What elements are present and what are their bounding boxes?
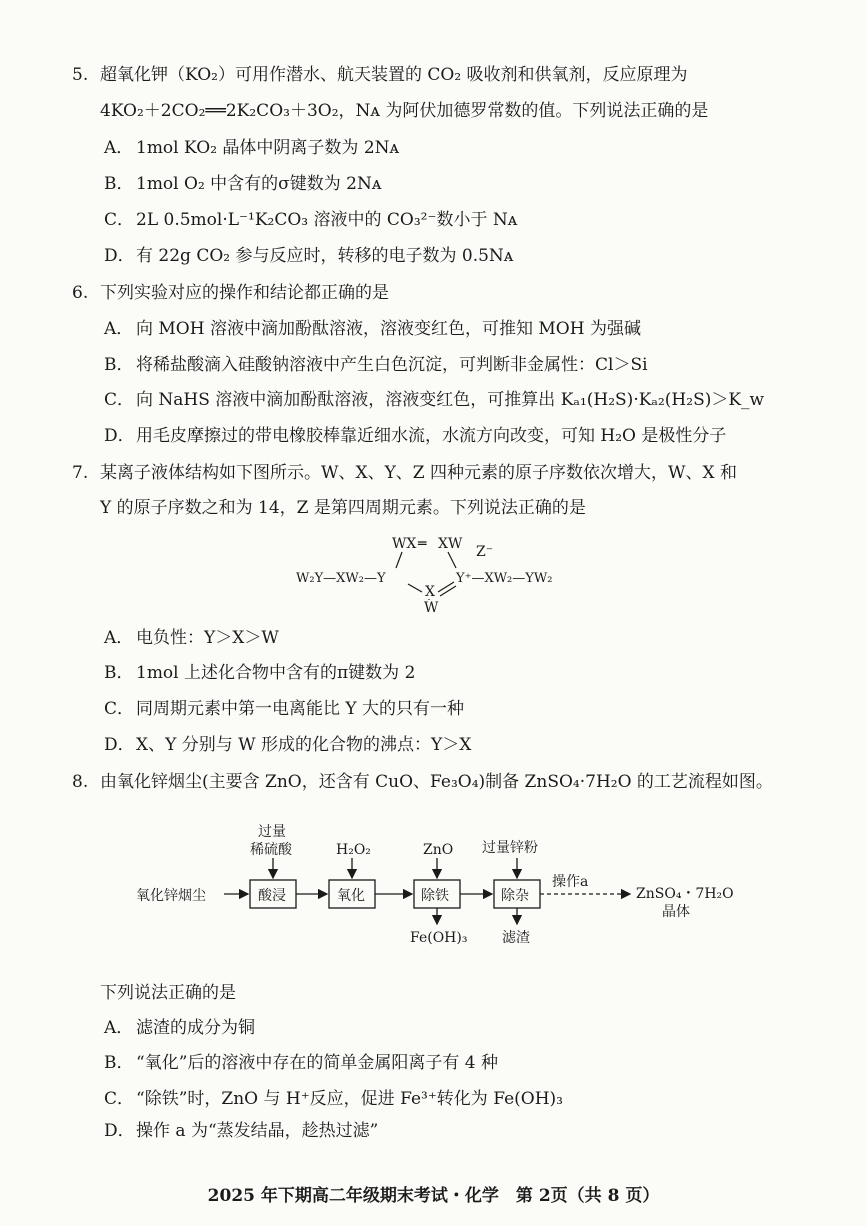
struct-left-chain: W₂Y—XW₂—Y [296, 571, 386, 586]
option-text: 1mol 上述化合物中含有的π键数为 2 [136, 663, 416, 683]
option-text: 向 MOH 溶液中滴加酚酞溶液，溶液变红色，可推知 MOH 为强碱 [136, 319, 641, 339]
struct-center-x: X [425, 584, 435, 600]
q8-stem-line2: 下列说法正确的是 [100, 983, 236, 1003]
q8-stem1-text: 由氧化锌烟尘(主要含 ZnO，还含有 CuO、Fe₃O₄)制备 ZnSO₄·7H₂O 的工艺流程如图。 [100, 772, 773, 792]
option-text: 2L 0.5mol·L⁻¹K₂CO₃ 溶液中的 CO₃²⁻数小于 Nᴀ [136, 210, 518, 230]
option-label: B． [104, 1053, 134, 1073]
option-text: 将稀盐酸滴入硅酸钠溶液中产生白色沉淀，可判断非金属性：Cl＞Si [136, 355, 648, 375]
option-label: B． [104, 663, 134, 683]
struct-center-w: W [424, 600, 439, 616]
q5-option-d [104, 245, 513, 267]
q5-stem1-text: 超氧化钾（KO₂）可用作潜水、航天装置的 CO₂ 吸收剂和供氧剂，反应原理为 [100, 65, 688, 85]
bond-right-down-a [438, 582, 454, 592]
flow-out4: 滤渣 [502, 930, 530, 946]
struct-double-bond: ═ [418, 536, 427, 552]
option-label: D． [104, 426, 135, 446]
q8-stem-line1 [72, 771, 773, 793]
option-text: 1mol KO₂ 晶体中阴离子数为 2Nᴀ [136, 138, 400, 158]
flow-box3-label: 除铁 [421, 888, 449, 904]
q6-option-c [104, 389, 764, 411]
flow-box4-label: 除杂 [501, 888, 529, 904]
option-text: 有 22g CO₂ 参与反应时，转移的电子数为 0.5Nᴀ [136, 246, 514, 266]
bond-left-up [396, 552, 402, 568]
flow-product-line2: 晶体 [662, 904, 690, 920]
flow-product-line1: ZnSO₄・7H₂O [636, 886, 734, 902]
q8-option-b [104, 1052, 498, 1074]
q8-option-a [104, 1017, 255, 1039]
struct-top-left: WX [392, 536, 417, 552]
flow-op-label: 操作a [552, 874, 589, 890]
flow-input: 氧化锌烟尘 [136, 888, 206, 904]
option-label: C． [104, 210, 135, 230]
option-label: A． [104, 628, 134, 648]
q5-option-c [104, 209, 517, 231]
option-text: X、Y 分别与 W 形成的化合物的沸点：Y＞X [136, 735, 472, 755]
q5-option-b [104, 173, 381, 195]
q8-number: 8. [72, 772, 89, 792]
q6-option-a [104, 318, 641, 340]
q8-option-c [104, 1088, 563, 1110]
option-label: C． [104, 390, 135, 410]
flow-reagent1-line1: 过量 [258, 824, 286, 840]
option-text: 滤渣的成分为铜 [136, 1018, 255, 1038]
q6-option-b [104, 354, 648, 376]
q5-stem-line1 [72, 64, 688, 86]
q8-option-d [104, 1120, 378, 1142]
bond-right-up [448, 552, 456, 568]
q7-option-d [104, 734, 471, 756]
q5-stem-line2: 4KO₂＋2CO₂══2K₂CO₃＋3O₂，Nᴀ 为阿伏加德罗常数的值。下列说法正确的是 [100, 101, 709, 121]
q5-number: 5. [72, 65, 89, 85]
flow-box1-label: 酸浸 [258, 888, 286, 904]
option-text: 1mol O₂ 中含有的σ键数为 2Nᴀ [136, 174, 382, 194]
flow-reagent1-line2: 稀硫酸 [250, 842, 292, 858]
option-text: “除铁”时，ZnO 与 H⁺反应，促进 Fe³⁺转化为 Fe(OH)₃ [136, 1089, 563, 1109]
struct-top-right: XW [438, 536, 463, 552]
q7-option-c [104, 698, 464, 720]
q7-stem1-text: 某离子液体结构如下图所示。W、X、Y、Z 四种元素的原子序数依次增大，W、X 和 [100, 463, 737, 483]
option-text: 用毛皮摩擦过的带电橡胶棒靠近细水流，水流方向改变，可知 H₂O 是极性分子 [136, 426, 727, 446]
q6-number: 6. [72, 283, 89, 303]
option-label: A． [104, 1018, 134, 1038]
flow-out3: Fe(OH)₃ [410, 930, 468, 946]
q7-structure-diagram [290, 532, 610, 616]
flow-reagent2: H₂O₂ [336, 842, 371, 858]
flow-box2-label: 氧化 [337, 888, 365, 904]
option-label: A． [104, 138, 134, 158]
q7-option-a [104, 627, 279, 649]
option-text: 同周期元素中第一电离能比 Y 大的只有一种 [136, 699, 465, 719]
q8-flow-diagram [130, 818, 770, 950]
q6-stem1-text: 下列实验对应的操作和结论都正确的是 [100, 283, 389, 303]
option-text: 操作 a 为“蒸发结晶，趁热过滤” [136, 1121, 379, 1141]
option-label: A． [104, 319, 134, 339]
q6-option-d [104, 425, 726, 447]
option-label: D． [104, 1121, 135, 1141]
option-label: B． [104, 174, 134, 194]
option-label: C． [104, 699, 135, 719]
q6-stem-line1 [72, 282, 389, 304]
bond-left-down [408, 584, 422, 592]
option-label: C． [104, 1089, 135, 1109]
option-label: D． [104, 735, 135, 755]
q7-number: 7. [72, 463, 89, 483]
q7-stem-line1 [72, 462, 737, 484]
option-text: 电负性：Y＞X＞W [136, 628, 279, 648]
struct-anion: Z⁻ [476, 544, 494, 560]
q7-stem-line2: Y 的原子序数之和为 14，Z 是第四周期元素。下列说法正确的是 [100, 498, 586, 518]
q5-option-a [104, 137, 399, 159]
q7-option-b [104, 662, 415, 684]
bond-right-down-b [440, 586, 456, 596]
flow-reagent3: ZnO [423, 842, 454, 858]
flow-reagent4: 过量锌粉 [482, 840, 538, 856]
option-label: D． [104, 246, 135, 266]
page-footer: 2025 年下期高二年级期末考试・化学 第 2页（共 8 页） [207, 1186, 660, 1206]
option-text: “氧化”后的溶液中存在的简单金属阳离子有 4 种 [136, 1053, 499, 1073]
option-label: B． [104, 355, 134, 375]
option-text: 向 NaHS 溶液中滴加酚酞溶液，溶液变红色，可推算出 Kₐ₁(H₂S)·Kₐ₂(H₂S)＞K_w [136, 390, 765, 410]
struct-right-chain: Y⁺—XW₂—YW₂ [456, 571, 553, 586]
